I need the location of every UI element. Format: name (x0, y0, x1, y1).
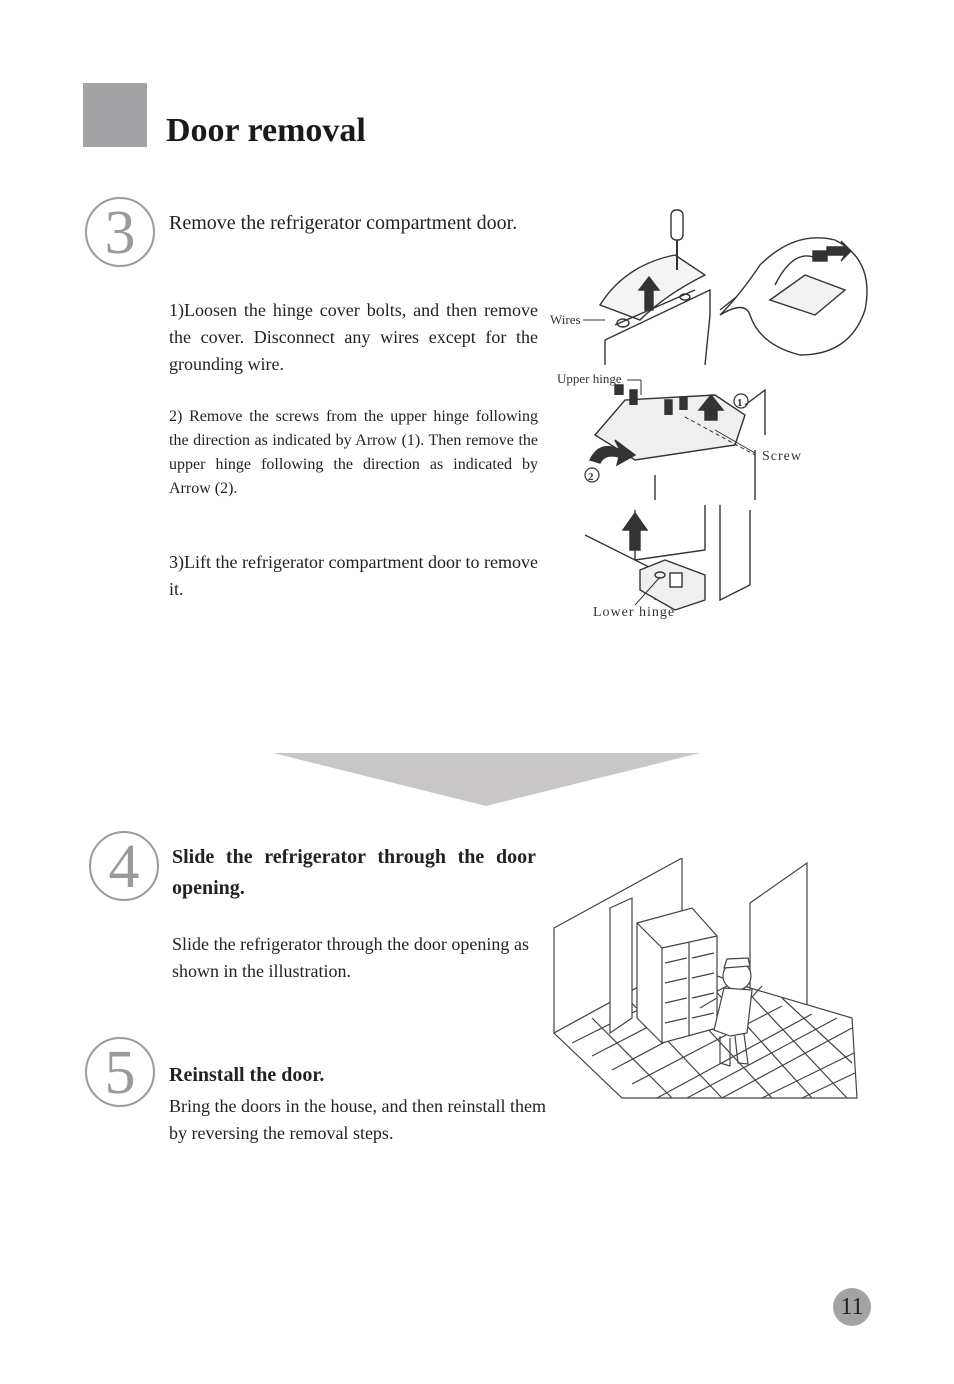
lower-hinge-illustration (585, 505, 750, 610)
arrow-2-label: 2 (588, 471, 594, 483)
step-3-substep-2: 2) Remove the screws from the upper hinge following the direction as indicated by Arrow (1). Then remove the upper hinge following the direction as indicated by Arrow (2). (169, 408, 538, 497)
step-4-number: 4 (108, 833, 140, 901)
label-upper-hinge: Upper hinge (557, 371, 622, 386)
label-lower-hinge: Lower hinge (593, 605, 676, 620)
refrigerator-through-door-figure (552, 858, 858, 1103)
down-arrow (273, 753, 700, 812)
step-5-circle (85, 1037, 155, 1107)
step-5-heading: Reinstall the door. (169, 1064, 325, 1086)
step-3-substep-3: 3)Lift the refrigerator compartment door to remove it. (169, 552, 538, 599)
arrow-1-label: 1 (737, 397, 743, 409)
label-screw: Screw (762, 449, 802, 464)
page-number: 11 (840, 1293, 864, 1320)
step-3-substep-1: 1)Loosen the hinge cover bolts, and then remove the cover. Disconnect any wires except for the grounding wire. (169, 300, 538, 374)
step-3-heading: Remove the refrigerator compartment door. (169, 212, 518, 234)
label-wires: Wires (550, 312, 581, 327)
header-square (83, 83, 147, 147)
step-5-number: 5 (104, 1039, 136, 1107)
step-4-body: Slide the refrigerator through the door opening as shown in the illustration. (172, 934, 529, 981)
hinge-removal-figure (545, 205, 875, 630)
step-3-number: 3 (104, 199, 136, 267)
step-4-circle (89, 831, 159, 901)
step-4-heading: Slide the refrigerator through the door opening. (172, 846, 536, 899)
page-title: Door removal (166, 112, 366, 149)
hinge-cover-illustration (600, 210, 867, 365)
step-5-body: Bring the doors in the house, and then reinstall them by reversing the removal steps. (169, 1096, 546, 1143)
step-3-circle (85, 197, 155, 267)
page-number-badge (833, 1288, 871, 1326)
